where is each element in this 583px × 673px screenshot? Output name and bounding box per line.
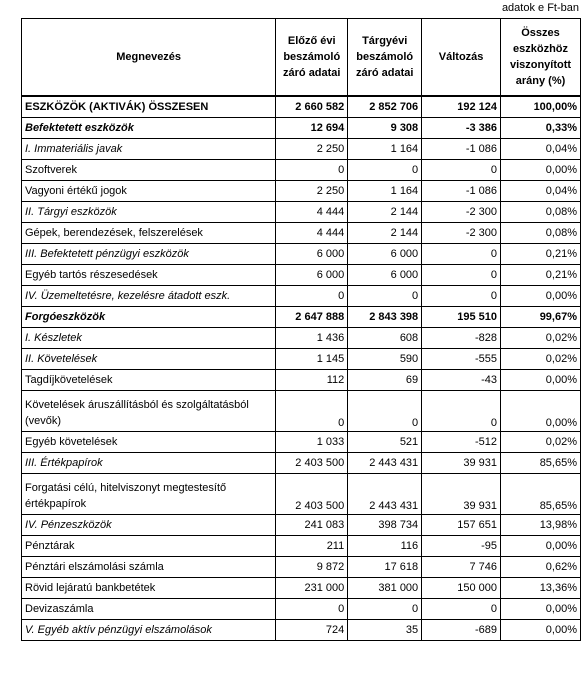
- row-ratio-value: 85,65%: [501, 474, 581, 515]
- row-prev-value: 1 033: [276, 432, 348, 453]
- unit-note: adatok e Ft-ban: [501, 2, 579, 14]
- row-curr-value: 2 443 431: [348, 453, 422, 474]
- row-prev-value: 4 444: [276, 202, 348, 223]
- row-curr-value: 2 144: [348, 202, 422, 223]
- row-curr-value: 17 618: [348, 557, 422, 578]
- row-ratio-value: 0,21%: [501, 265, 581, 286]
- table-row: [22, 139, 581, 160]
- row-change-value: -828: [422, 328, 501, 349]
- row-ratio-value: 0,00%: [501, 536, 581, 557]
- row-prev-value: 241 083: [276, 515, 348, 536]
- row-prev-value: 112: [276, 370, 348, 391]
- row-label: Forgatási célú, hitelviszonyt megtestesítő értékpapírok: [22, 474, 276, 515]
- header-name: Megnevezés: [22, 19, 276, 97]
- row-prev-value: 2 660 582: [276, 96, 348, 118]
- table-row: [22, 599, 581, 620]
- row-curr-value: 590: [348, 349, 422, 370]
- row-ratio-value: 13,98%: [501, 515, 581, 536]
- table-row: [22, 96, 581, 118]
- row-ratio-value: 100,00%: [501, 96, 581, 118]
- table-row: [22, 578, 581, 599]
- row-change-value: 157 651: [422, 515, 501, 536]
- row-ratio-value: 0,00%: [501, 599, 581, 620]
- row-prev-value: 2 403 500: [276, 474, 348, 515]
- table-row: [22, 432, 581, 453]
- table-row: [22, 160, 581, 181]
- row-curr-value: 608: [348, 328, 422, 349]
- row-change-value: -512: [422, 432, 501, 453]
- table-row: [22, 453, 581, 474]
- row-label: IV. Üzemeltetésre, kezelésre átadott eszk.: [22, 286, 276, 307]
- row-prev-value: 2 250: [276, 139, 348, 160]
- balance-sheet-table: [21, 18, 581, 641]
- row-label: III. Befektetett pénzügyi eszközök: [22, 244, 276, 265]
- row-ratio-value: 0,21%: [501, 244, 581, 265]
- row-prev-value: 0: [276, 599, 348, 620]
- row-ratio-value: 0,00%: [501, 286, 581, 307]
- row-prev-value: 6 000: [276, 244, 348, 265]
- row-curr-value: 2 144: [348, 223, 422, 244]
- row-change-value: -2 300: [422, 223, 501, 244]
- row-prev-value: 6 000: [276, 265, 348, 286]
- table-row: [22, 265, 581, 286]
- row-label: III. Értékpapírok: [22, 453, 276, 474]
- row-prev-value: 4 444: [276, 223, 348, 244]
- row-change-value: -3 386: [422, 118, 501, 139]
- row-curr-value: 398 734: [348, 515, 422, 536]
- row-prev-value: 2 250: [276, 181, 348, 202]
- row-prev-value: 2 403 500: [276, 453, 348, 474]
- row-label: Tagdíjkövetelések: [22, 370, 276, 391]
- table-row: [22, 223, 581, 244]
- row-ratio-value: 13,36%: [501, 578, 581, 599]
- row-change-value: 150 000: [422, 578, 501, 599]
- row-change-value: 39 931: [422, 453, 501, 474]
- row-change-value: 192 124: [422, 96, 501, 118]
- row-curr-value: 2 843 398: [348, 307, 422, 328]
- row-change-value: -689: [422, 620, 501, 641]
- table-row: [22, 244, 581, 265]
- row-change-value: -43: [422, 370, 501, 391]
- row-change-value: -1 086: [422, 181, 501, 202]
- row-prev-value: 231 000: [276, 578, 348, 599]
- row-ratio-value: 0,00%: [501, 160, 581, 181]
- row-ratio-value: 0,33%: [501, 118, 581, 139]
- table-row: [22, 515, 581, 536]
- row-curr-value: 1 164: [348, 139, 422, 160]
- row-ratio-value: 0,04%: [501, 139, 581, 160]
- row-curr-value: 0: [348, 160, 422, 181]
- row-change-value: 0: [422, 599, 501, 620]
- row-curr-value: 521: [348, 432, 422, 453]
- row-ratio-value: 0,04%: [501, 181, 581, 202]
- row-label: Devizaszámla: [22, 599, 276, 620]
- row-curr-value: 9 308: [348, 118, 422, 139]
- row-ratio-value: 0,08%: [501, 202, 581, 223]
- row-ratio-value: 0,08%: [501, 223, 581, 244]
- row-label: Gépek, berendezések, felszerelések: [22, 223, 276, 244]
- table-row: [22, 328, 581, 349]
- row-label: I. Készletek: [22, 328, 276, 349]
- row-prev-value: 724: [276, 620, 348, 641]
- row-label: Szoftverek: [22, 160, 276, 181]
- row-ratio-value: 0,00%: [501, 620, 581, 641]
- row-curr-value: 381 000: [348, 578, 422, 599]
- row-curr-value: 116: [348, 536, 422, 557]
- row-ratio-value: 0,62%: [501, 557, 581, 578]
- row-label: Forgóeszközök: [22, 307, 276, 328]
- header-ratio: Összes eszközhöz viszonyított arány (%): [501, 19, 581, 97]
- row-label: Egyéb követelések: [22, 432, 276, 453]
- table-row: [22, 307, 581, 328]
- table-row: [22, 620, 581, 641]
- row-prev-value: 0: [276, 286, 348, 307]
- row-curr-value: 6 000: [348, 265, 422, 286]
- table-row: [22, 202, 581, 223]
- row-curr-value: 6 000: [348, 244, 422, 265]
- row-label: I. Immateriális javak: [22, 139, 276, 160]
- table-row: [22, 349, 581, 370]
- row-curr-value: 2 852 706: [348, 96, 422, 118]
- row-ratio-value: 85,65%: [501, 453, 581, 474]
- row-change-value: -555: [422, 349, 501, 370]
- row-label: Rövid lejáratú bankbetétek: [22, 578, 276, 599]
- row-prev-value: 1 436: [276, 328, 348, 349]
- row-ratio-value: 99,67%: [501, 307, 581, 328]
- row-change-value: 0: [422, 244, 501, 265]
- row-change-value: -95: [422, 536, 501, 557]
- row-label: Pénztári elszámolási számla: [22, 557, 276, 578]
- row-change-value: -1 086: [422, 139, 501, 160]
- row-change-value: 0: [422, 286, 501, 307]
- table-row: [22, 474, 581, 515]
- row-prev-value: 2 647 888: [276, 307, 348, 328]
- row-change-value: 7 746: [422, 557, 501, 578]
- header-change: Változás: [422, 19, 501, 97]
- row-curr-value: 2 443 431: [348, 474, 422, 515]
- row-change-value: 0: [422, 391, 501, 432]
- row-curr-value: 69: [348, 370, 422, 391]
- row-prev-value: 9 872: [276, 557, 348, 578]
- row-ratio-value: 0,00%: [501, 391, 581, 432]
- row-ratio-value: 0,00%: [501, 370, 581, 391]
- row-label: II. Követelések: [22, 349, 276, 370]
- row-curr-value: 0: [348, 599, 422, 620]
- row-prev-value: 0: [276, 391, 348, 432]
- header-curr: Tárgyévi beszámoló záró adatai: [348, 19, 422, 97]
- header-prev: Előző évi beszámoló záró adatai: [276, 19, 348, 97]
- row-curr-value: 0: [348, 391, 422, 432]
- row-label: Pénztárak: [22, 536, 276, 557]
- table-row: [22, 536, 581, 557]
- row-curr-value: 1 164: [348, 181, 422, 202]
- table-row: [22, 391, 581, 432]
- row-ratio-value: 0,02%: [501, 349, 581, 370]
- row-label: IV. Pénzeszközök: [22, 515, 276, 536]
- table-row: [22, 557, 581, 578]
- table-row: [22, 286, 581, 307]
- row-label: ESZKÖZÖK (AKTIVÁK) ÖSSZESEN: [22, 96, 276, 118]
- row-prev-value: 12 694: [276, 118, 348, 139]
- row-label: II. Tárgyi eszközök: [22, 202, 276, 223]
- row-ratio-value: 0,02%: [501, 432, 581, 453]
- table-row: [22, 118, 581, 139]
- row-prev-value: 0: [276, 160, 348, 181]
- table-row: [22, 370, 581, 391]
- row-ratio-value: 0,02%: [501, 328, 581, 349]
- row-label: Vagyoni értékű jogok: [22, 181, 276, 202]
- row-change-value: 195 510: [422, 307, 501, 328]
- row-curr-value: 0: [348, 286, 422, 307]
- row-label: Követelések áruszállításból és szolgáltatásból (vevők): [22, 391, 276, 432]
- row-label: Egyéb tartós részesedések: [22, 265, 276, 286]
- row-label: Befektetett eszközök: [22, 118, 276, 139]
- row-prev-value: 211: [276, 536, 348, 557]
- row-label: V. Egyéb aktív pénzügyi elszámolások: [22, 620, 276, 641]
- row-prev-value: 1 145: [276, 349, 348, 370]
- table-row: [22, 181, 581, 202]
- row-change-value: 0: [422, 160, 501, 181]
- row-change-value: 39 931: [422, 474, 501, 515]
- header-row: [22, 19, 581, 97]
- row-change-value: 0: [422, 265, 501, 286]
- row-curr-value: 35: [348, 620, 422, 641]
- row-change-value: -2 300: [422, 202, 501, 223]
